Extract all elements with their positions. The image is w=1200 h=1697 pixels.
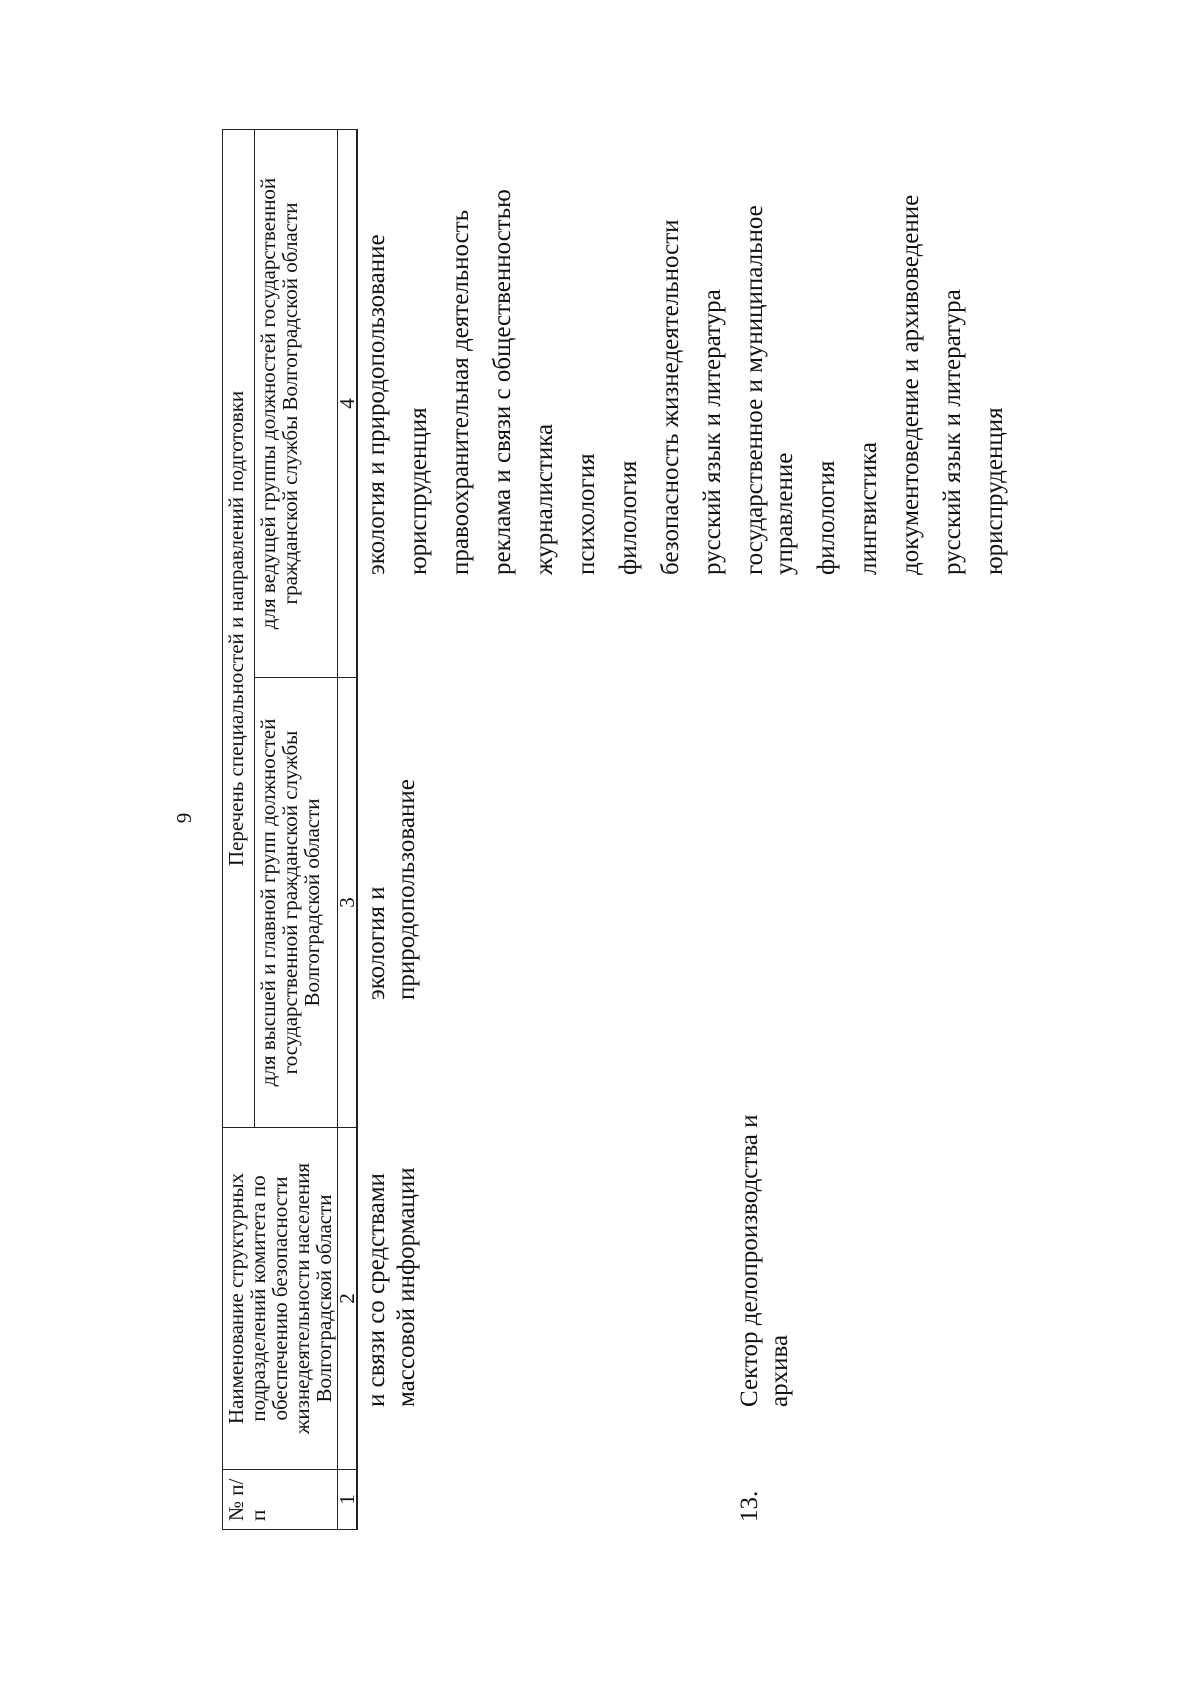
column-number-4: 4 xyxy=(338,130,358,678)
list-item: русский язык и литература xyxy=(699,289,726,575)
list-item: документоведение и архивоведение xyxy=(897,194,924,575)
list-item: правоохранительная деятельность xyxy=(447,209,474,575)
list-item: психология xyxy=(573,453,600,575)
column-number-1: 1 xyxy=(338,1470,358,1530)
header-specialties-group-cell: Перечень специальностей и направлений подготовки xyxy=(223,130,255,1128)
header-number-cell: № п/п xyxy=(223,1470,338,1530)
continued-leading-group-list xyxy=(362,135,1022,575)
continued-unit-name: и связи со средствами массовой информации xyxy=(363,1167,420,1407)
list-item: реклама и связи с общественностью xyxy=(489,189,516,575)
header-unit-name-cell: Наименование структурных подразделений комитета по обеспечению безопасности жизнедеятельности населения Волгоградской области xyxy=(223,1128,338,1470)
list-item: государственное и муниципальное управление xyxy=(741,205,798,575)
list-item: русский язык и литература xyxy=(939,289,966,575)
page-number: 9 xyxy=(172,812,196,824)
continued-higher-groups: экология и природопользование xyxy=(363,779,420,1000)
row-13-unit-name: Сектор делопроизводства и архива xyxy=(736,1114,793,1407)
header-higher-groups-cell: для высшей и главной групп должностей государственной гражданской службы Волгоградской области xyxy=(254,678,337,1128)
list-item: филология xyxy=(813,460,840,575)
row-13-number: 13. xyxy=(736,1490,763,1522)
column-number-2: 2 xyxy=(338,1128,358,1470)
header-table xyxy=(222,129,358,1530)
list-item: экология и природопользование xyxy=(363,234,390,575)
list-item: лингвистика xyxy=(855,442,882,575)
column-number-3: 3 xyxy=(338,678,358,1128)
list-item: филология xyxy=(615,460,642,575)
list-item: юриспруденция xyxy=(405,407,432,575)
header-leading-group-cell: для ведущей группы должностей государственной гражданской службы Волгоградской области xyxy=(254,130,337,678)
list-item: безопасность жизнедеятельности xyxy=(657,219,684,575)
list-item: журналистика xyxy=(531,423,558,575)
list-item: юриспруденция xyxy=(981,407,1008,575)
